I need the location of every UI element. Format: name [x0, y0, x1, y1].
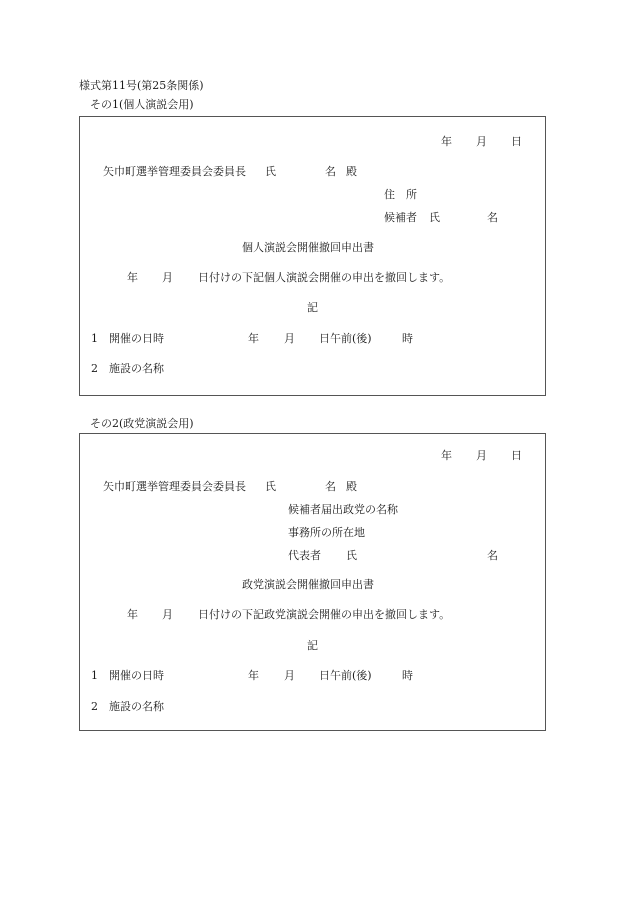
form2-item1-ampm: 日午前(後)	[319, 669, 372, 682]
form2-date-day: 日	[511, 449, 522, 462]
form2-item1-year: 年	[248, 669, 259, 682]
form2-party-label: 候補者届出政党の名称	[288, 503, 398, 516]
form2-item2-num: 2	[91, 700, 98, 713]
form2-item1-num: 1	[91, 669, 98, 682]
form2-item2-label: 施設の名称	[109, 700, 164, 713]
form2-date-year: 年	[441, 449, 452, 462]
form2-item1-label: 開催の日時	[109, 669, 164, 682]
form2-body-month: 月	[162, 608, 173, 621]
form1-addressee-org: 矢巾町選挙管理委員会委員長	[103, 165, 246, 178]
form2-rep-label: 代表者	[288, 549, 321, 562]
form1-addressee-mei: 名	[325, 165, 336, 178]
form1-item1-num: 1	[91, 332, 98, 345]
form1-item2-label: 施設の名称	[109, 362, 164, 375]
form1-candidate-mei: 名	[487, 211, 498, 224]
form2-item1-hour: 時	[402, 669, 413, 682]
form1-date-day: 日	[511, 135, 522, 148]
form1-candidate-label: 候補者	[384, 211, 417, 224]
form1-box	[79, 116, 546, 396]
form1-date-month: 月	[476, 135, 487, 148]
form1-addressee-den: 殿	[346, 165, 357, 178]
form2-rep-shi: 氏	[346, 549, 357, 562]
form2-date-month: 月	[476, 449, 487, 462]
form1-item2-num: 2	[91, 362, 98, 375]
form1-item1-year: 年	[248, 332, 259, 345]
form1-address-label: 住 所	[384, 188, 417, 201]
form2-subtitle: その2(政党演説会用)	[90, 417, 194, 430]
form1-candidate-shi: 氏	[429, 211, 440, 224]
form-heading: 様式第11号(第25条関係)	[79, 79, 204, 92]
form2-body-text: 日付けの下記政党演説会開催の申出を撤回します。	[198, 608, 451, 621]
form1-ki: 記	[307, 301, 318, 314]
form1-title: 個人演説会開催撤回申出書	[242, 241, 374, 254]
form2-addressee-mei: 名	[325, 480, 336, 493]
form2-addressee-den: 殿	[346, 480, 357, 493]
form1-item1-ampm: 日午前(後)	[319, 332, 372, 345]
form1-item1-hour: 時	[402, 332, 413, 345]
form2-rep-mei: 名	[487, 549, 498, 562]
form1-addressee-shi: 氏	[265, 165, 276, 178]
form1-subtitle: その1(個人演説会用)	[90, 98, 194, 111]
form2-addressee-shi: 氏	[265, 480, 276, 493]
form1-body-month: 月	[162, 271, 173, 284]
form1-body-text: 日付けの下記個人演説会開催の申出を撤回します。	[198, 271, 451, 284]
form2-title: 政党演説会開催撤回申出書	[242, 578, 374, 591]
form1-body-year: 年	[127, 271, 138, 284]
form1-item1-label: 開催の日時	[109, 332, 164, 345]
form2-body-year: 年	[127, 608, 138, 621]
form2-ki: 記	[307, 639, 318, 652]
form2-office-label: 事務所の所在地	[288, 526, 365, 539]
form2-item1-month: 月	[284, 669, 295, 682]
form1-date-year: 年	[441, 135, 452, 148]
form1-item1-month: 月	[284, 332, 295, 345]
form2-addressee-org: 矢巾町選挙管理委員会委員長	[103, 480, 246, 493]
